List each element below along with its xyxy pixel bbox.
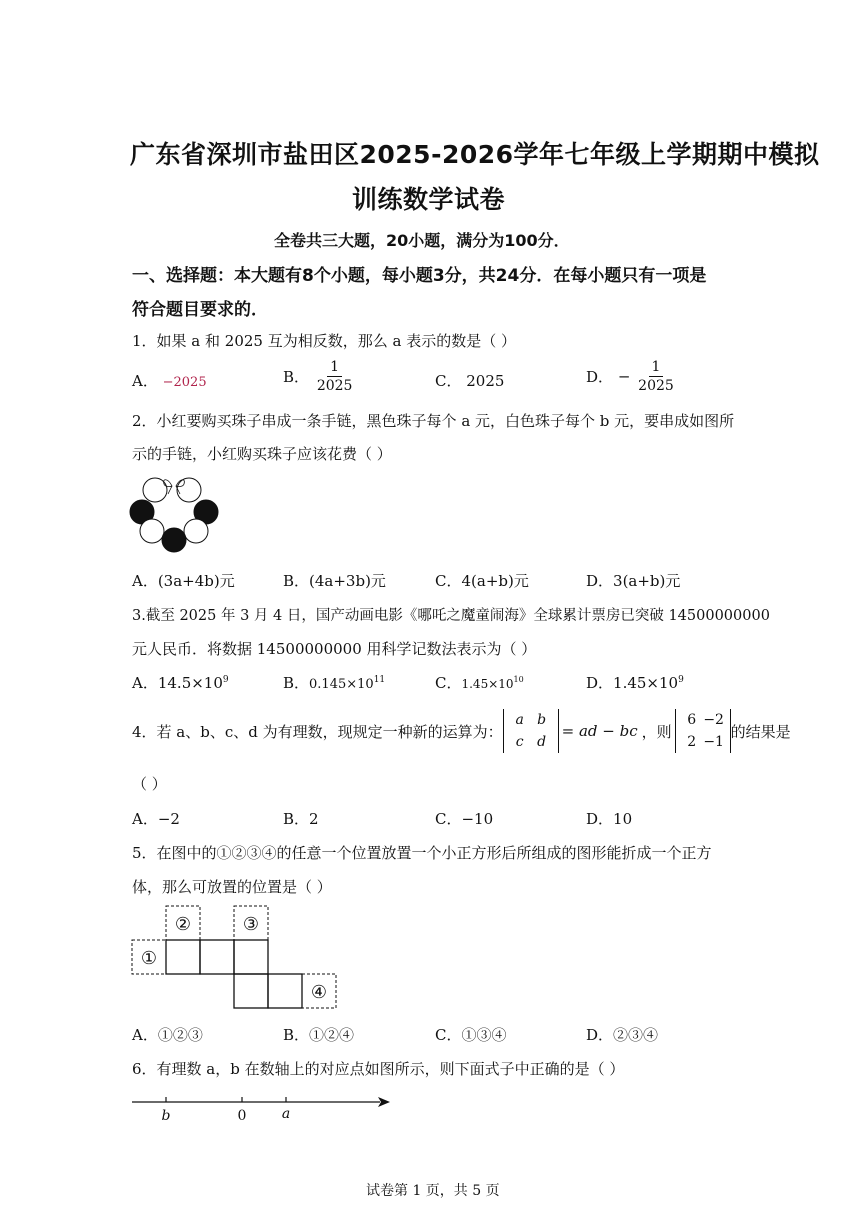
position-2-label: ②	[174, 914, 192, 935]
determinant-value	[675, 709, 731, 753]
determinant-formula: = ad − bc	[561, 722, 638, 740]
bead-white-top-right	[177, 478, 201, 502]
question-4-paren: （ ）	[132, 775, 167, 793]
q1-option-d-label: D．	[586, 368, 614, 386]
q3-option-a	[132, 672, 229, 693]
question-2-line1: 2．小红要购买珠子串成一条手链，黑色珠子每个 a 元，白色珠子每个 b 元，要串成如图所	[132, 412, 735, 430]
section-heading-line1: 一、选择题：本大题有8个小题，每小题3分，共24分．在每小题只有一项是	[132, 266, 707, 286]
question-4-middle: ，则	[641, 722, 672, 741]
q2-option-a: A．(3a+4b)元	[132, 572, 235, 590]
q3-option-c-base: 1.45×10	[461, 677, 514, 691]
det-neg1: −1	[703, 734, 724, 750]
q5-option-c: C．①③④	[435, 1026, 507, 1044]
q1-option-b	[283, 358, 355, 395]
net-square-3	[234, 940, 268, 974]
det-neg2: −2	[703, 712, 724, 728]
q1-option-d	[586, 358, 677, 395]
q1-option-b-numerator: 1	[327, 358, 342, 377]
q3-option-c-label: C．	[435, 674, 462, 692]
q5-option-d: D．②③④	[586, 1026, 659, 1044]
question-1: 1．如果 a 和 2025 互为相反数，那么 a 表示的数是（ ）	[132, 332, 516, 350]
q1-option-b-fraction	[314, 358, 356, 395]
tick-label-b: b	[161, 1108, 171, 1124]
section-heading-line2: 符合题目要求的．	[132, 300, 268, 320]
exam-summary: 全卷共三大题，20小题，满分为100分．	[274, 231, 570, 250]
question-4-prefix: 4．若 a、b、c、d 为有理数，现规定一种新的运算为：	[132, 722, 503, 741]
det-6: 6	[687, 712, 697, 728]
q3-option-a-exponent: 9	[222, 675, 229, 685]
q1-option-c	[435, 370, 504, 391]
det-b: b	[537, 712, 547, 728]
q2-option-c: C．4(a+b)元	[435, 572, 529, 590]
q1-option-a-value: −2025	[162, 375, 207, 390]
q3-option-d	[586, 672, 684, 693]
question-5-line2: 体，那么可放置的位置是（ ）	[132, 878, 332, 896]
q1-option-d-numerator: 1	[649, 358, 664, 377]
q5-option-b: B．①②④	[283, 1026, 355, 1044]
q2-option-d: D．3(a+b)元	[586, 572, 681, 590]
det-a: a	[515, 712, 524, 728]
determinant-definition	[503, 709, 559, 753]
q4-option-a: A．−2	[132, 810, 180, 828]
page-title-line2: 训练数学试卷	[352, 185, 506, 214]
bead-white-bottom-right	[184, 519, 208, 543]
q3-option-d-exponent: 9	[678, 675, 684, 685]
position-3-label: ③	[242, 914, 260, 935]
q3-option-b	[283, 672, 385, 693]
page-footer: 试卷第 1 页，共 5 页	[366, 1183, 500, 1199]
net-square-5	[268, 974, 302, 1008]
position-4-label: ④	[310, 982, 328, 1003]
cube-net-figure	[128, 904, 344, 1012]
q1-option-a	[132, 370, 207, 391]
q3-option-d-base: 1.45×10	[613, 674, 679, 692]
position-1-label: ①	[140, 948, 158, 969]
q3-option-a-base: 14.5×10	[157, 674, 223, 692]
page-title-line1: 广东省深圳市盐田区2025-2026学年七年级上学期期中模拟	[130, 140, 820, 169]
q1-option-b-denominator: 2025	[316, 378, 353, 394]
q3-option-c	[435, 672, 524, 693]
q1-option-d-denominator: 2025	[638, 378, 674, 394]
tick-label-0: 0	[237, 1108, 247, 1124]
q4-option-c: C．−10	[435, 810, 494, 828]
tick-label-a: a	[281, 1106, 291, 1122]
q3-option-b-label: B．	[283, 674, 310, 692]
question-5-line1: 5．在图中的①②③④的任意一个位置放置一个小正方形后所组成的图形能折成一个正方	[132, 844, 712, 862]
q1-option-d-fraction	[635, 358, 677, 395]
q3-option-a-label: A．	[132, 674, 158, 692]
q3-option-b-base: 0.145×10	[309, 677, 374, 692]
question-2-line2: 示的手链，小红购买珠子应该花费（ ）	[132, 445, 392, 463]
question-4	[132, 706, 791, 756]
q4-option-d: D．10	[586, 810, 633, 828]
net-square-1	[166, 940, 200, 974]
det-d: d	[537, 734, 547, 750]
q1-option-b-label: B．	[283, 368, 310, 386]
question-4-suffix: 的结果是	[730, 722, 791, 741]
bracelet-figure	[128, 474, 224, 556]
q1-option-c-label: C．	[435, 372, 462, 390]
q3-option-c-exponent: 10	[513, 675, 524, 684]
net-square-4	[234, 974, 268, 1008]
q3-option-d-label: D．	[586, 674, 614, 692]
det-c: c	[515, 734, 524, 750]
bead-white-bottom-left	[140, 519, 164, 543]
bead-black-bottom	[162, 528, 186, 552]
q1-option-d-sign: −	[617, 367, 631, 386]
q2-option-b: B．(4a+3b)元	[283, 572, 386, 590]
q1-option-a-label: A．	[132, 372, 158, 390]
question-3-line1: 3.截至 2025 年 3 月 4 日，国产动画电影《哪吒之魔童闹海》全球累计票房已突破 14500000000	[132, 608, 770, 624]
q1-option-c-value: 2025	[466, 372, 505, 390]
number-line-figure	[128, 1090, 398, 1124]
q3-option-b-exponent: 11	[373, 675, 386, 685]
det-2: 2	[687, 734, 697, 750]
question-3-line2: 元人民币．将数据 14500000000 用科学记数法表示为（ ）	[132, 640, 537, 658]
net-square-2	[200, 940, 234, 974]
q5-option-a: A．①②③	[132, 1026, 203, 1044]
q4-option-b: B．2	[283, 810, 319, 828]
question-6: 6．有理数 a，b 在数轴上的对应点如图所示，则下面式子中正确的是（ ）	[132, 1060, 625, 1078]
